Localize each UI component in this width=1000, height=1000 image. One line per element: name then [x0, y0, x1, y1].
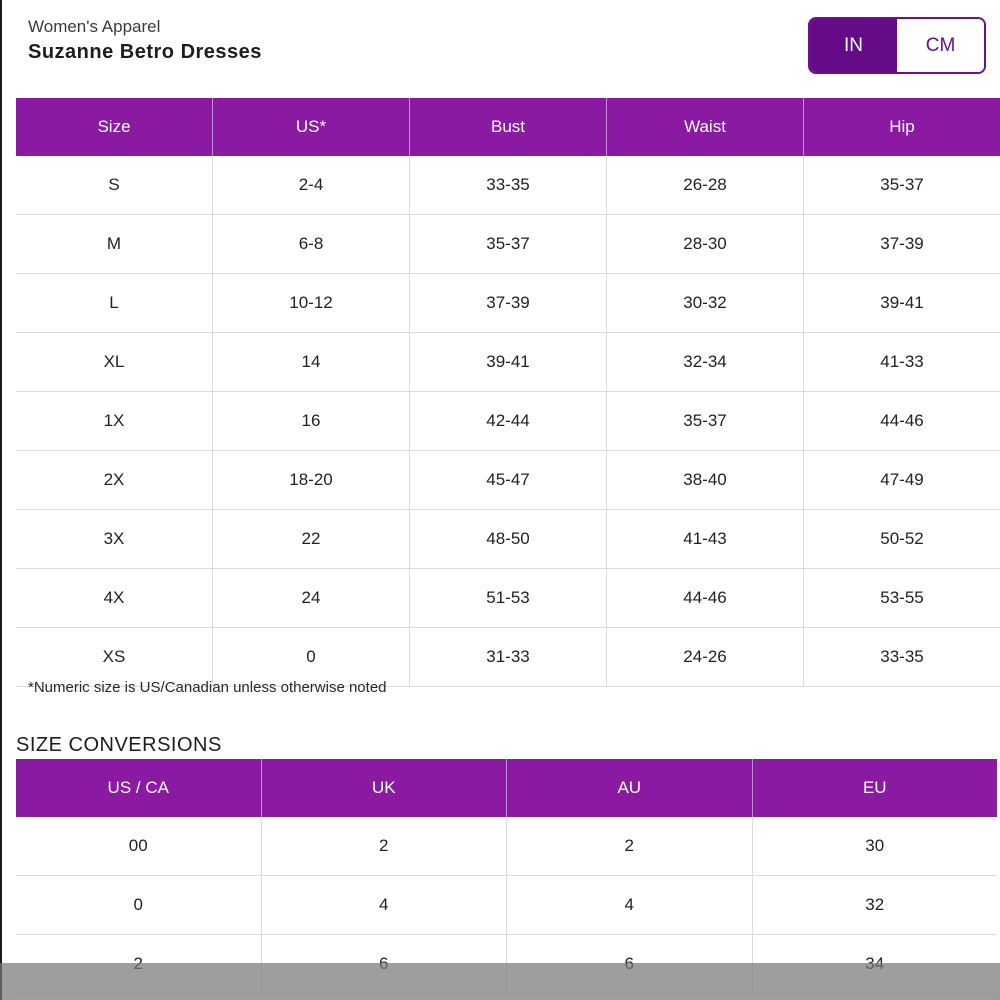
left-edge-divider: [0, 0, 2, 1000]
table-cell: 35-37: [607, 392, 804, 451]
table-cell: 3X: [16, 510, 213, 569]
page-header: [28, 16, 262, 66]
size-chart-table: [16, 98, 1000, 687]
table-cell: 32: [752, 876, 997, 935]
column-header-uk: UK: [261, 759, 507, 817]
table-cell: 22: [213, 510, 410, 569]
table-cell: M: [16, 215, 213, 274]
table-cell: 47-49: [804, 451, 1000, 510]
table-cell: 35-37: [410, 215, 607, 274]
table-cell: 45-47: [410, 451, 607, 510]
table-cell: 37-39: [410, 274, 607, 333]
table-cell: 35-37: [804, 156, 1000, 215]
table-row: [16, 274, 1000, 333]
table-cell: 24-26: [607, 628, 804, 687]
column-header-size: Size: [16, 98, 213, 156]
table-row: [16, 333, 1000, 392]
size-conversions-table: [16, 759, 997, 994]
table-row: [16, 876, 997, 935]
column-header-us-ca: US / CA: [16, 759, 261, 817]
table-cell: 10-12: [213, 274, 410, 333]
table-cell: 4X: [16, 569, 213, 628]
table-cell: 0: [213, 628, 410, 687]
table-cell: 0: [16, 876, 261, 935]
table-cell: 42-44: [410, 392, 607, 451]
table-row: [16, 569, 1000, 628]
table-cell: 2: [261, 817, 507, 876]
unit-cm-button[interactable]: CM: [897, 19, 984, 72]
table-cell: 18-20: [213, 451, 410, 510]
table-cell: 6-8: [213, 215, 410, 274]
table-cell: 2: [507, 817, 753, 876]
table-cell: 16: [213, 392, 410, 451]
table-row: [16, 451, 1000, 510]
table-cell: 32-34: [607, 333, 804, 392]
table-cell: XL: [16, 333, 213, 392]
size-conversions-title: SIZE CONVERSIONS: [16, 734, 222, 756]
table-cell: 33-35: [410, 156, 607, 215]
category-label: Women's Apparel: [28, 17, 161, 36]
table-cell: 39-41: [410, 333, 607, 392]
table-cell: 26-28: [607, 156, 804, 215]
table-cell: 28-30: [607, 215, 804, 274]
table-cell: 44-46: [607, 569, 804, 628]
table-row: [16, 817, 997, 876]
table-row: [16, 392, 1000, 451]
column-header-waist: Waist: [607, 98, 804, 156]
table-cell: 48-50: [410, 510, 607, 569]
unit-in-button[interactable]: IN: [810, 19, 897, 72]
table-cell: 37-39: [804, 215, 1000, 274]
column-header-hip: Hip: [804, 98, 1000, 156]
table-cell: 53-55: [804, 569, 1000, 628]
table-cell: 33-35: [804, 628, 1000, 687]
conversions-header-row: [16, 759, 997, 817]
table-cell: 41-43: [607, 510, 804, 569]
column-header-eu: EU: [752, 759, 997, 817]
table-cell: 41-33: [804, 333, 1000, 392]
column-header-au: AU: [507, 759, 753, 817]
table-row: [16, 215, 1000, 274]
table-cell: 50-52: [804, 510, 1000, 569]
table-row: [16, 510, 1000, 569]
table-cell: 38-40: [607, 451, 804, 510]
table-row: [16, 156, 1000, 215]
table-cell: 24: [213, 569, 410, 628]
table-cell: XS: [16, 628, 213, 687]
column-header-bust: Bust: [410, 98, 607, 156]
table-cell: L: [16, 274, 213, 333]
table-cell: 4: [261, 876, 507, 935]
size-footnote: *Numeric size is US/Canadian unless otherwise noted: [28, 679, 387, 696]
table-cell: 2X: [16, 451, 213, 510]
column-header-us: US*: [213, 98, 410, 156]
table-cell: 31-33: [410, 628, 607, 687]
table-cell: 2-4: [213, 156, 410, 215]
table-cell: 39-41: [804, 274, 1000, 333]
table-cell: 44-46: [804, 392, 1000, 451]
brand-title: Suzanne Betro Dresses: [28, 41, 262, 63]
table-row: [16, 628, 1000, 687]
table-cell: 51-53: [410, 569, 607, 628]
table-cell: 30-32: [607, 274, 804, 333]
table-cell: 14: [213, 333, 410, 392]
size-chart-header-row: [16, 98, 1000, 156]
table-cell: 4: [507, 876, 753, 935]
table-cell: 00: [16, 817, 261, 876]
unit-toggle[interactable]: [808, 17, 986, 74]
table-cell: 1X: [16, 392, 213, 451]
table-cell: S: [16, 156, 213, 215]
bottom-gray-overlay: [0, 963, 1000, 1000]
table-cell: 30: [752, 817, 997, 876]
